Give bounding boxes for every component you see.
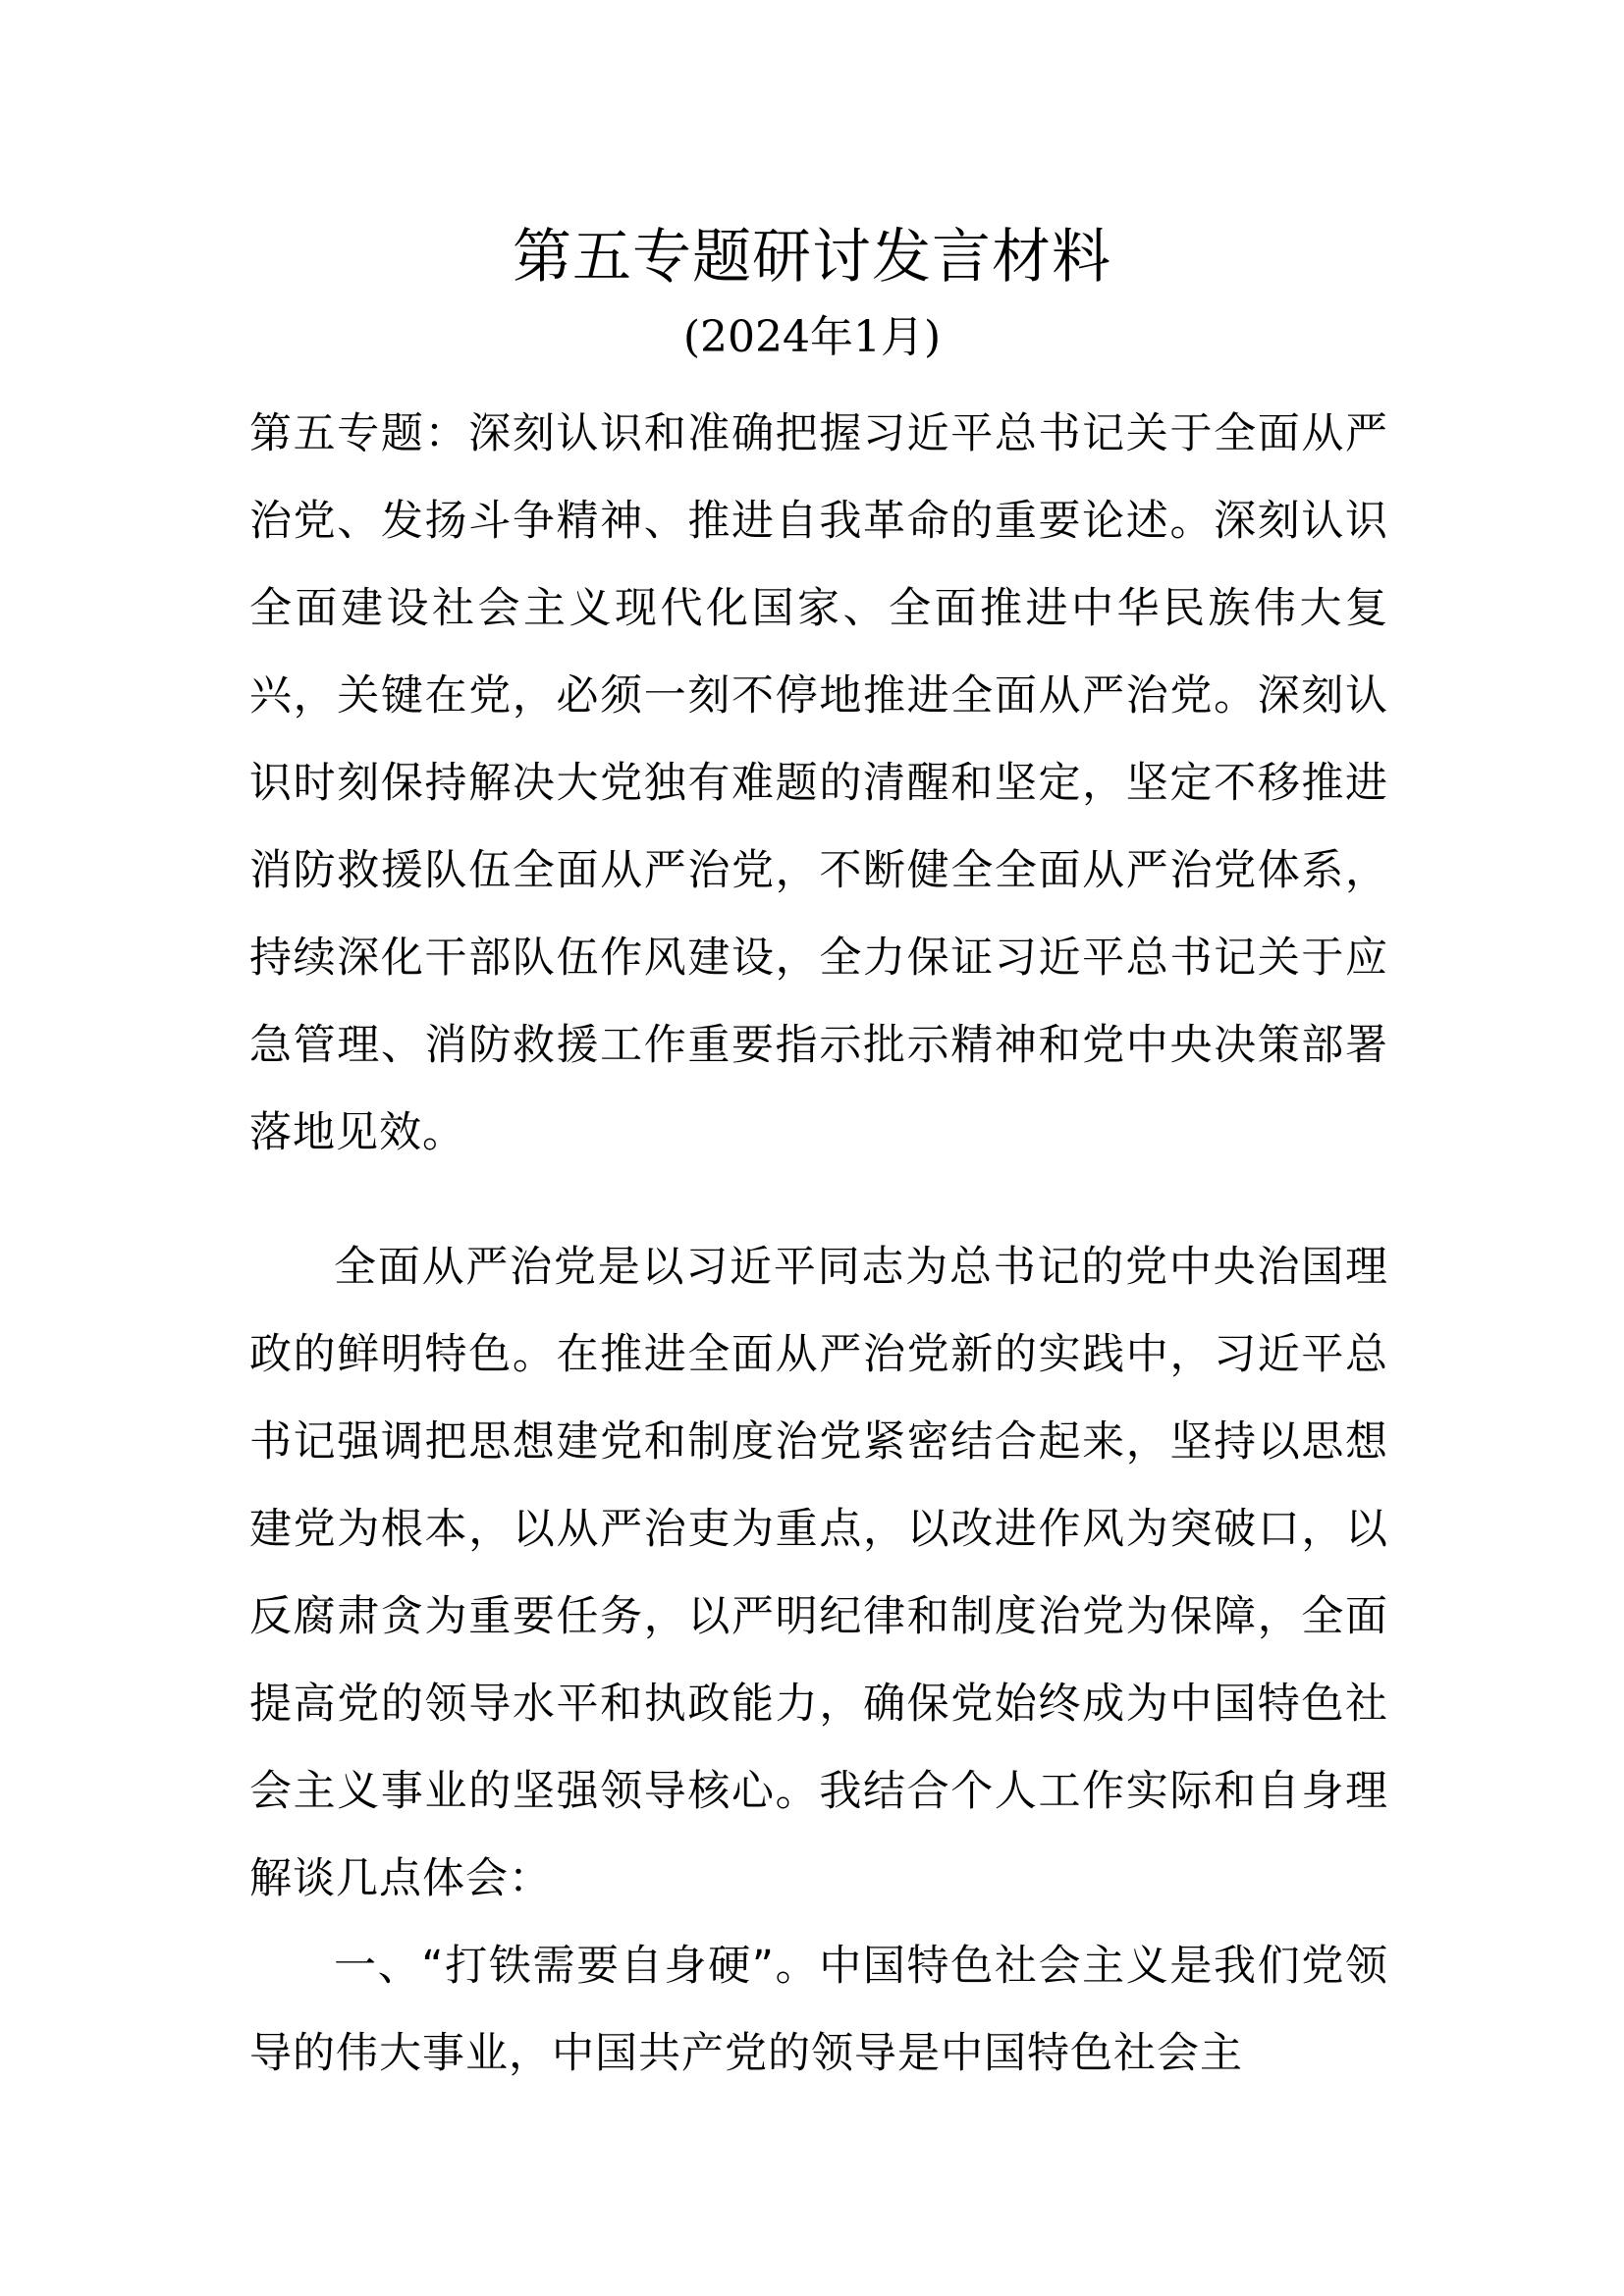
intro-paragraph: 全面从严治党是以习近平同志为总书记的党中央治国理政的鲜明特色。在推进全面从严治党新的实践中，习近平总书记强调把思想建党和制度治党紧密结合起来，坚持以思想建党为根本，以从严治吏为重点，以改进作风为突破口，以反腐肃贪为重要任务，以严明纪律和制度治党为保障，全面提高党的领导水平和执政能力，确保党始终成为中国特色社会主义事业的坚强领导核心。我结合个人工作实际和自身理解谈几点体会： [249,1243,1388,1903]
point-one-paragraph: 一、“打铁需要自身硬”。中国特色社会主义是我们党领导的伟大事业，中国共产党的领导是中国特色社会主 [249,1942,1388,2078]
document-title: 第五专题研讨发言材料 [513,223,1111,292]
document-date: (2024年1月) [682,312,942,362]
topic-paragraph: 第五专题：深刻认识和准确把握习近平总书记关于全面从严治党、发扬斗争精神、推进自我革命的重要论述。深刻认识全面建设社会主义现代化国家、全面推进中华民族伟大复兴，关键在党，必须一刻不停地推进全面从严治党。深刻认识时刻保持解决大党独有难题的清醒和坚定，坚定不移推进消防救援队伍全面从严治党，不断健全全面从严治党体系，持续深化干部队伍作风建设，全力保证习近平总书记关于应急管理、消防救援工作重要指示批示精神和党中央决策部署落地见效。 [249,409,1388,1157]
